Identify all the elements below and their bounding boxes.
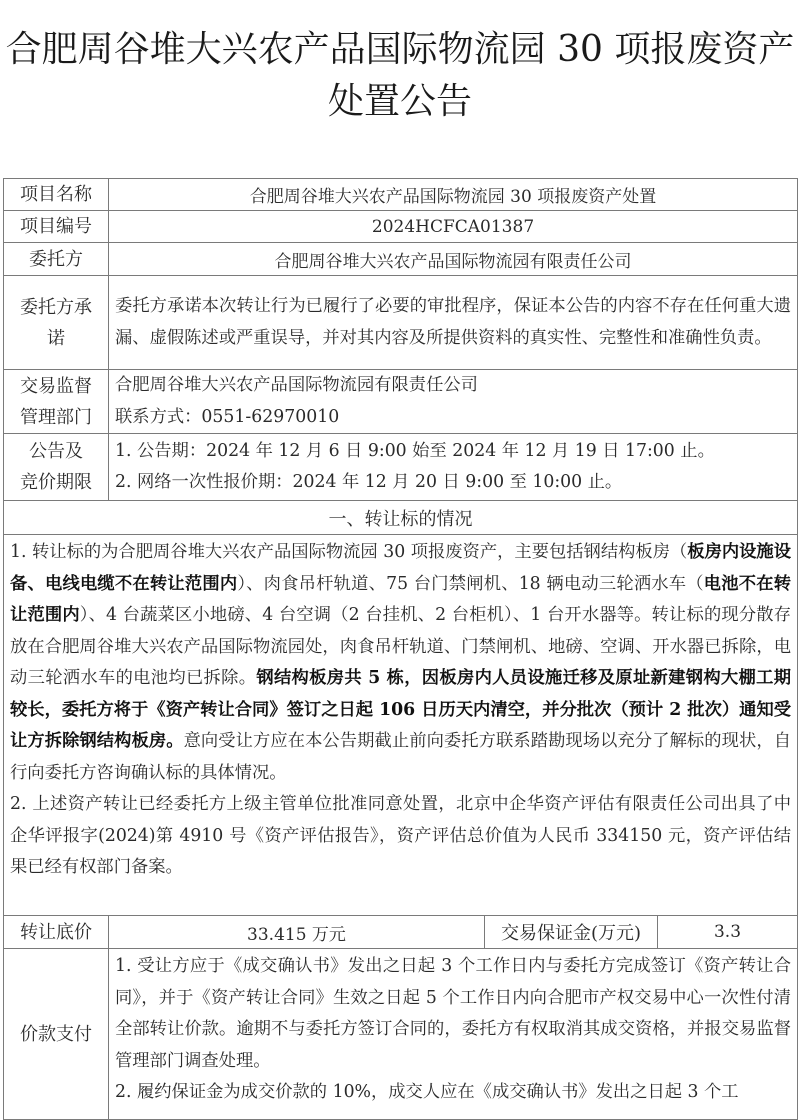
supervision-label (4, 370, 109, 434)
client-commitment-label: 委托方承诺 (4, 276, 109, 370)
payment-value (109, 949, 798, 1120)
document-title (0, 24, 800, 128)
periods-label-line2: 竞价期限 (20, 472, 92, 493)
row-client (4, 243, 798, 276)
para1-text-2: ）、肉食吊杆轨道、75 台门禁闸机、18 辆电动三轮洒水车（ (237, 573, 704, 594)
payment-item-1: 1. 受让方应于《成交确认书》发出之日起 3 个工作日内与委托方完成签订《资产转让合同》，并于《资产转让合同》生效之日起 5 个工作日内向合肥市产权交易中心一次性付清全部转让价款。逾期不与委托方签订合同的，委托方有权取消其成交资格，并报交易监督管理部门调查处理。 (115, 956, 792, 1071)
announcement-period: 1. 公告期：2024 年 12 月 6 日 9:00 始至 2024 年 12 月 19 日 17:00 止。 (115, 440, 715, 461)
project-name-label: 项目名称 (4, 179, 109, 211)
deposit-value: 3.3 (658, 916, 798, 949)
reserve-price-value: 33.415 万元 (109, 916, 485, 949)
deposit-label: 交易保证金(万元) (485, 916, 658, 949)
para1-bold-3: 钢结构板房共 5 栋，因板房内人员设施迁移及原址新建钢构大棚工期较长，委托方将于《资产转让合同》签订之日起 106 日历天内清空，并分批次（预计 2 批次）通知受让方拆除钢结构板房。 (10, 668, 792, 751)
project-number-value: 2024HCFCA01387 (109, 211, 798, 243)
client-commitment-value: 委托方承诺本次转让行为已履行了必要的审批程序，保证本公告的内容不存在任何重大遗漏、虚假陈述或严重误导，并对其内容及所提供资料的真实性、完整性和准确性负责。 (109, 276, 798, 370)
row-section1-heading (4, 501, 798, 535)
row-project-name (4, 179, 798, 211)
supervision-contact: 联系方式：0551-62970010 (115, 406, 340, 427)
row-payment (4, 949, 798, 1120)
title-line-1: 合肥周谷堆大兴农产品国际物流园 30 项报废资产 (5, 29, 795, 70)
para1-bold-1: 板房内设施设备、电线电缆不在转让范围内 (10, 542, 791, 594)
para1-text-3: ）、4 台蔬菜区小地磅、4 台空调（2 台挂机、2 台柜机）、1 台开水器等。转让标的现分散存放在合肥周谷堆大兴农产品国际物流园处，肉食吊杆轨道、门禁闸机、地磅、空调、开水器已拆除，电动三轮洒水车的电池均已拆除。 (10, 605, 792, 688)
title-line-2: 处置公告 (327, 81, 472, 122)
payment-label: 价款支付 (4, 949, 109, 1120)
supervision-org: 合肥周谷堆大兴农产品国际物流园有限责任公司 (115, 375, 478, 395)
para1-text-4: 意向受让方应在本公告期截止前向委托方联系踏勘现场以充分了解标的现状，自行向委托方咨询确认标的具体情况。 (10, 731, 791, 783)
periods-label-line1: 公告及 (29, 441, 83, 462)
project-number-label: 项目编号 (4, 211, 109, 243)
periods-label (4, 434, 109, 501)
row-client-commitment (4, 276, 798, 370)
row-periods (4, 434, 798, 501)
reserve-price-label: 转让底价 (4, 916, 109, 949)
para1-text-1: 1. 转让标的为合肥周谷堆大兴农产品国际物流园 30 项报废资产，主要包括钢结构板房（ (10, 542, 688, 562)
bidding-period: 2. 网络一次性报价期：2024 年 12 月 20 日 9:00 至 10:00 止。 (115, 472, 623, 492)
row-supervision (4, 370, 798, 434)
project-name-value: 合肥周谷堆大兴农产品国际物流园 30 项报废资产处置 (109, 179, 798, 211)
supervision-label-line1: 交易监督 (20, 375, 92, 397)
section1-body (4, 535, 798, 916)
row-project-number (4, 211, 798, 243)
section1-heading: 一、转让标的情况 (4, 501, 798, 535)
row-section1-body (4, 535, 798, 916)
client-value: 合肥周谷堆大兴农产品国际物流园有限责任公司 (109, 243, 798, 276)
supervision-value (109, 370, 798, 434)
para1-bold-2: 电池不在转让范围内 (10, 573, 791, 625)
notice-table (3, 178, 798, 1120)
supervision-label-line2: 管理部门 (20, 406, 92, 428)
section1-para2: 2. 上述资产转让已经委托方上级主管单位批准同意处置，北京中企华资产评估有限责任公司出具了中企华评报字(2024)第 4910 号《资产评估报告》，资产评估总价值为人民币 334150 元，资产评估结果已经有权部门备案。 (10, 794, 792, 877)
section1-para1 (10, 537, 791, 789)
payment-item-2: 2. 履约保证金为成交价款的 10%，成交人应在《成交确认书》发出之日起 3 个工 (115, 1082, 739, 1102)
client-label: 委托方 (4, 243, 109, 276)
row-reserve-price (4, 916, 798, 949)
periods-value (109, 434, 798, 501)
